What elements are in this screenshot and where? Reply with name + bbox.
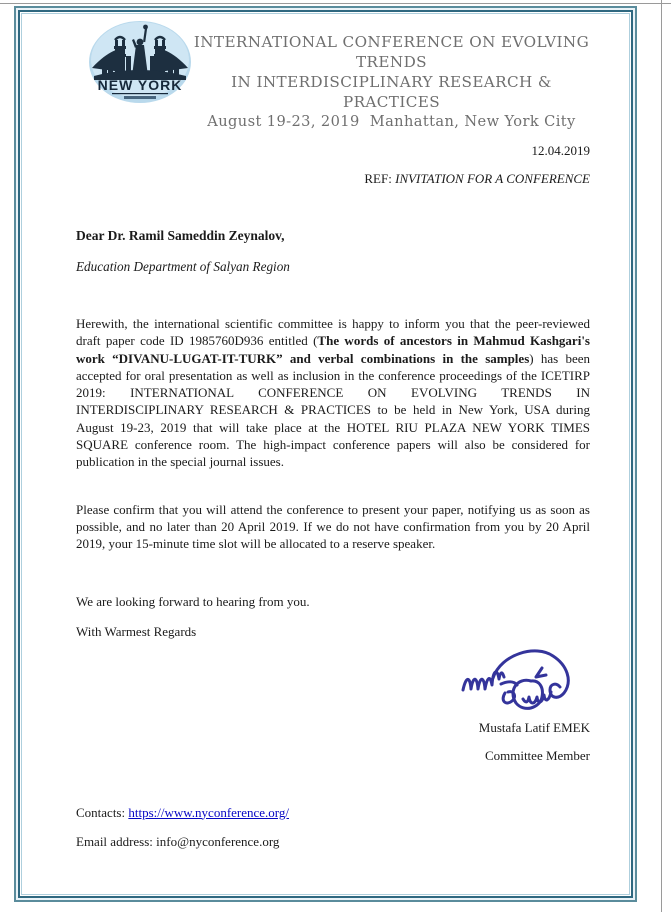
- scan-edge-top: [0, 3, 671, 4]
- recipient-affiliation: Education Department of Salyan Region: [76, 259, 290, 274]
- salutation: Dear Dr. Ramil Sameddin Zeynalov,: [76, 228, 285, 243]
- signer-title: Committee Member: [484, 747, 590, 763]
- closing-line-2: With Warmest Regards: [76, 623, 197, 639]
- page-border: [14, 6, 637, 902]
- email-line: [76, 833, 590, 850]
- new-york-logo: [88, 20, 193, 111]
- title-line-3: August 19-23, 2019 Manhattan, New York City: [207, 113, 576, 130]
- email-label: Email address:: [76, 833, 157, 849]
- ref-value: INVITATION FOR A CONFERENCE: [395, 171, 590, 186]
- paragraph-text-before: Herewith, the international scientific committee is happy to inform you that the peer-reviewed draft paper code ID 1985760D936 entitled (: [76, 316, 590, 349]
- ref-line: [76, 170, 590, 187]
- title-line-2: IN INTERDISCIPLINARY RESEARCH & PRACTICES: [231, 73, 552, 111]
- email-value: info@nyconference.org: [156, 833, 280, 849]
- confirmation-paragraph: Please confirm that you will attend the conference to present your paper, notifying us as soon as possible, and no later than 20 April 2019. If we do not have confirmation from you by 20 April 2019, your 15-minute time slot will be allocated to a reserve speaker.: [76, 501, 590, 552]
- title-line-1: INTERNATIONAL CONFERENCE ON EVOLVING TRENDS: [193, 33, 590, 71]
- scan-edge-right: [661, 0, 662, 912]
- paper-title-bold: The words of ancestors in Mahmud Kashgari's work “DIVANU-LUGAT-IT-TURK” and verbal combinations in the samples: [76, 333, 590, 366]
- svg-text:NEW YORK: NEW YORK: [97, 77, 183, 93]
- letter-content: [22, 20, 629, 850]
- conference-title: [193, 32, 590, 132]
- letter-date: 12.04.2019: [531, 143, 590, 158]
- paragraph-text-after: ) has been accepted for oral presentation as well as inclusion in the conference proceedings of the ICETIRP 2019: INTERNATIONAL CONFERENCE ON EVOLVING TRENDS IN INTERDISCIPLINARY RESEARCH & PRACTICES to be held in New York, USA during August 19-23, 2019 that will take place at the HOTEL RIU PLAZA NEW YORK TIMES SQUARE conference room. The high-impact conference papers will also be considered for publication in the special journal issues.: [76, 350, 590, 470]
- acceptance-paragraph: [76, 315, 590, 471]
- letterhead: [76, 20, 590, 132]
- handwritten-signature: [456, 648, 596, 710]
- conference-website-link[interactable]: https://www.nyconference.org/: [128, 804, 290, 820]
- contacts-label: Contacts:: [76, 804, 129, 820]
- closing-line-1: We are looking forward to hearing from you.: [76, 593, 310, 609]
- footer: [76, 804, 590, 850]
- signature-block: [76, 648, 590, 764]
- signer-name: Mustafa Latif EMEK: [478, 719, 590, 735]
- ref-label: REF:: [364, 171, 396, 186]
- contacts-line: [76, 804, 590, 821]
- new-york-logo-image: [88, 20, 193, 106]
